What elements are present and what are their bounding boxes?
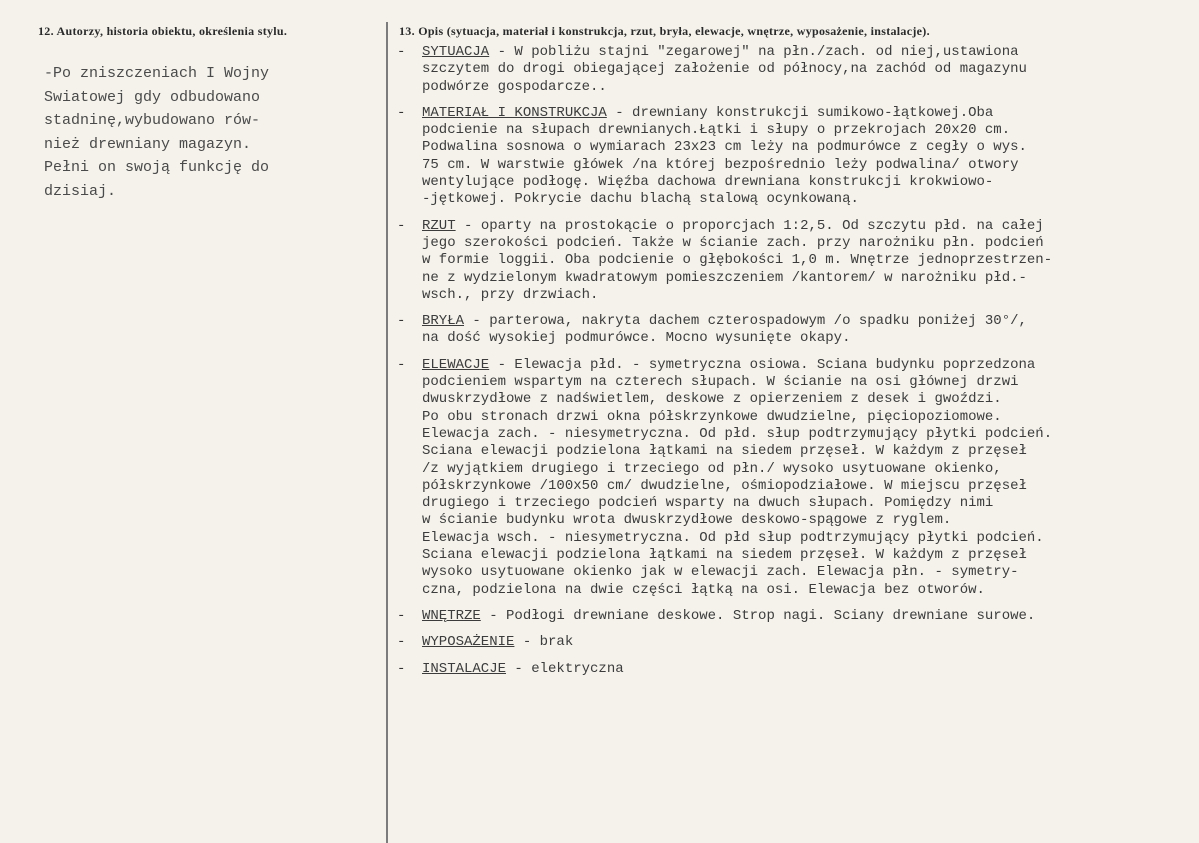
section-line: Po obu stronach drzwi okna półskrzynkowe dwudzielne, pięciopoziomowe. bbox=[422, 408, 1002, 425]
section-sytuacja bbox=[397, 44, 1187, 96]
section-line: na dość wysokiej podmurówce. Mocno wysunięte okapy. bbox=[422, 330, 851, 347]
bullet-dash: - bbox=[397, 660, 406, 677]
section-line: dwuskrzydłowe z nadświetlem, deskowe z opierzeniem z desek i gwoździ. bbox=[422, 391, 1002, 408]
section-text: - Podłogi drewniane deskowe. Strop nagi. Sciany drewniane surowe. bbox=[480, 607, 1036, 624]
section-keyword: RZUT bbox=[422, 217, 456, 234]
section-first-line bbox=[422, 634, 1187, 651]
section-text: - parterowa, nakryta dachem czterospadowym /o spadku poniżej 30°/, bbox=[464, 313, 1027, 330]
column-divider bbox=[386, 22, 388, 843]
bullet-dash: - bbox=[397, 313, 406, 330]
section-bryła bbox=[397, 313, 1187, 348]
section-keyword: ELEWACJE bbox=[422, 356, 490, 373]
section-elewacje bbox=[397, 357, 1187, 599]
section-line: czna, podzielona na dwie części łątką na osi. Elewacja bez otworów. bbox=[422, 581, 985, 598]
section-line: ne z wydzielonym kwadratowym pomieszczeniem /kantorem/ w narożniku płd.- bbox=[422, 269, 1027, 286]
section-first-line bbox=[422, 661, 1187, 678]
section-keyword: SYTUACJA bbox=[422, 44, 490, 60]
section-line: /z wyjątkiem drugiego i trzeciego od płn./ wysoko usytuowane okienko, bbox=[422, 460, 1002, 477]
section-line: podcieniem wspartym na czterech słupach. W ścianie na osi głównej drzwi bbox=[422, 374, 1019, 391]
section-text: - W pobliżu stajni "zegarowej" na płn./zach. od niej,ustawiona bbox=[489, 44, 1019, 60]
section-materiał-i-konstrukcja bbox=[397, 105, 1187, 209]
history-line: -Po zniszczeniach I Wojny bbox=[44, 65, 270, 82]
section-keyword: MATERIAŁ I KONSTRUKCJA bbox=[422, 104, 607, 121]
bullet-dash: - bbox=[397, 104, 406, 121]
section-text: - brak bbox=[514, 634, 574, 651]
section-keyword: BRYŁA bbox=[422, 313, 465, 330]
section-line: wsch., przy drzwiach. bbox=[422, 286, 599, 303]
section-first-line bbox=[422, 313, 1187, 330]
section-line: Elewacja wsch. - niesymetryczna. Od płd słup podtrzymujący płytki podcień. bbox=[422, 529, 1044, 546]
section-line: szczytem do drogi obiegającej założenie od północy,na zachód od magazynu bbox=[422, 61, 1027, 78]
section-line: podwórze gospodarcze.. bbox=[422, 78, 607, 95]
section-instalacje bbox=[397, 661, 1187, 678]
section-line: w ścianie budynku wrota dwuskrzydłowe deskowo-spągowe z ryglem. bbox=[422, 512, 952, 529]
section-line: wysoko usytuowane okienko jak w elewacji zach. Elewacja płn. - symetry- bbox=[422, 564, 1019, 581]
section-line: 75 cm. W warstwie główek /na której bezpośrednio leży podwalina/ otwory bbox=[422, 156, 1019, 173]
section-line: podcienie na słupach drewnianych.Łątki i słupy o przekrojach 20x20 cm. bbox=[422, 122, 1011, 139]
section-text: - oparty na prostokącie o proporcjach 1:2,5. Od szczytu płd. na całej bbox=[455, 217, 1044, 234]
section-line: Elewacja zach. - niesymetryczna. Od płd. słup podtrzymujący płytki podcień. bbox=[422, 425, 1053, 442]
history-line: stadninę,wybudowano rów- bbox=[44, 112, 261, 129]
description-text bbox=[397, 44, 1187, 687]
section-keyword: WYPOSAŻENIE bbox=[422, 634, 515, 651]
section-rzut bbox=[397, 218, 1187, 304]
section-keyword: WNĘTRZE bbox=[422, 607, 481, 624]
section-line: półskrzynkowe /100x50 cm/ dwudzielne, ośmiopodziałowe. W miejscu przęseł bbox=[422, 477, 1027, 494]
history-line: Pełni on swoją funkcję do bbox=[44, 159, 270, 176]
bullet-dash: - bbox=[397, 356, 406, 373]
section-first-line bbox=[422, 105, 1187, 122]
bullet-dash: - bbox=[397, 634, 406, 651]
section-first-line bbox=[422, 218, 1187, 235]
header-description: 13. Opis (sytuacja, materiał i konstrukcja, rzut, bryła, elewacje, wnętrze, wyposażenie, instalacje). bbox=[399, 24, 930, 38]
section-line: drugiego i trzeciego podcień wsparty na dwuch słupach. Pomiędzy nimi bbox=[422, 495, 994, 512]
history-text bbox=[44, 62, 374, 203]
section-text: - Elewacja płd. - symetryczna osiowa. Sciana budynku poprzedzona bbox=[489, 356, 1036, 373]
section-line: w formie loggii. Oba podcienie o głębokości 1,0 m. Wnętrze jednoprzestrzen- bbox=[422, 252, 1053, 269]
section-wyposażenie bbox=[397, 634, 1187, 651]
section-line: Podwalina sosnowa o wymiarach 23x23 cm leży na podmurówce z cegły o wys. bbox=[422, 139, 1027, 156]
section-line: Sciana elewacji podzielona łątkami na siedem przęseł. W każdym z przęseł bbox=[422, 547, 1027, 564]
section-line: Sciana elewacji podzielona łątkami na siedem przęseł. W każdym z przęseł bbox=[422, 443, 1027, 460]
bullet-dash: - bbox=[397, 44, 406, 60]
section-first-line bbox=[422, 608, 1187, 625]
bullet-dash: - bbox=[397, 217, 406, 234]
section-line: -jętkowej. Pokrycie dachu blachą stalową ocynkowaną. bbox=[422, 191, 859, 208]
section-line: jego szerokości podcień. Także w ścianie zach. przy narożniku płn. podcień bbox=[422, 234, 1044, 251]
section-text: - drewniany konstrukcji sumikowo-łątkowej.Oba bbox=[606, 104, 994, 121]
header-authors-history: 12. Autorzy, historia obiektu, określenia stylu. bbox=[38, 24, 288, 38]
history-line: dzisiaj. bbox=[44, 182, 117, 200]
section-line: wentylujące podłogę. Więźba dachowa drewniana konstrukcji krokwiowo- bbox=[422, 174, 994, 191]
section-text: - elektryczna bbox=[506, 660, 624, 677]
section-first-line bbox=[422, 357, 1187, 374]
section-keyword: INSTALACJE bbox=[422, 660, 507, 677]
section-first-line bbox=[422, 44, 1187, 61]
history-line: Swiatowej gdy odbudowano bbox=[44, 88, 261, 106]
bullet-dash: - bbox=[397, 607, 406, 624]
history-line: nież drewniany magazyn. bbox=[44, 135, 252, 153]
section-wnętrze bbox=[397, 608, 1187, 625]
